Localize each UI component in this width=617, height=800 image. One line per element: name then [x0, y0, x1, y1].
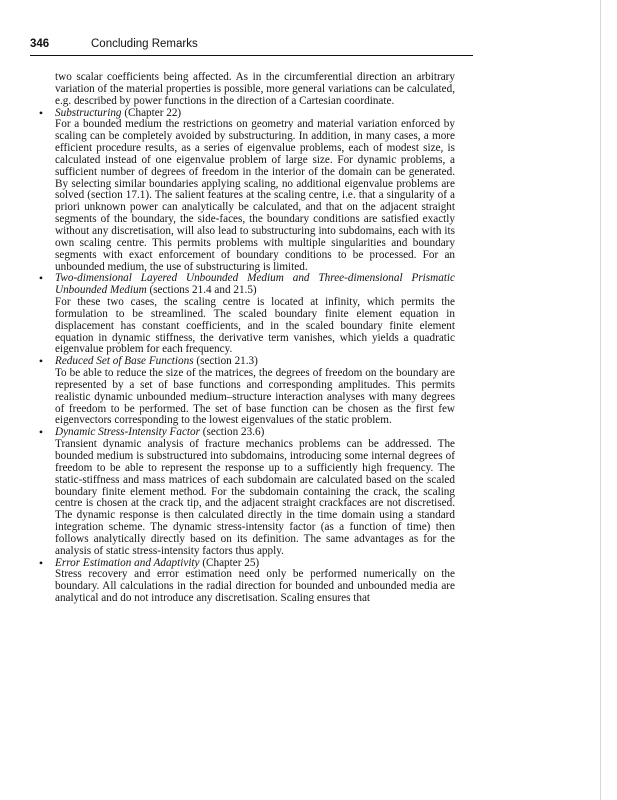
running-title: Concluding Remarks	[91, 38, 198, 50]
page-body	[38, 71, 455, 605]
item-reference: (Chapter 22)	[121, 106, 182, 119]
bullet-item-layered-medium	[38, 271, 455, 356]
bullet-icon: •	[38, 354, 44, 369]
bullet-item-base-functions	[38, 354, 455, 427]
bullet-icon: •	[38, 271, 44, 286]
item-heading	[55, 273, 455, 297]
item-reference: (sections 21.4 and 21.5)	[146, 284, 257, 297]
bullet-icon: •	[38, 105, 44, 120]
item-text: To be able to reduce the size of the matrices, the degrees of freedom on the boundary are represented by a set of base functions and corresponding amplitudes. This permits realistic dynamic unbounded medium–structure interaction analyses with many degrees of freedom to be performed. The set of base function can be chosen as the first few eigenvectors corresponding to the lowest eigenvalues of the static problem.	[55, 367, 455, 427]
bullet-item-substructuring	[38, 105, 455, 274]
item-text: For these two cases, the scaling centre is located at infinity, which permits the formulation to be streamlined. The scaled boundary finite element equation in displacement has constant coefficients, and in the scaled boundary finite element equation in dynamic stiffness, the derivative term vanishes, which yields a quadratic eigenvalue problem for each frequency.	[55, 296, 455, 356]
item-title: Error Estimation and Adaptivity	[55, 556, 200, 569]
item-title: Reduced Set of Base Functions	[55, 355, 194, 368]
header-rule	[30, 55, 473, 56]
item-reference: (Chapter 25)	[199, 556, 260, 569]
item-title: Dynamic Stress-Intensity Factor	[55, 426, 200, 439]
page-edge	[600, 0, 601, 800]
item-title: Substructuring	[55, 106, 122, 119]
item-text: Stress recovery and error estimation need only be performed numerically on the boundary. All calculations in the radial direction for bounded and unbounded media are analytical and do not introduce any discretisation. Scaling ensures that	[55, 568, 455, 605]
intro-paragraph: two scalar coefficients being affected. As in the circumferential direction an arbitrary variation of the material properties is possible, more general variations can be calculated, e.g. described by power functions in the direction of a Cartesian coordinate.	[55, 71, 455, 107]
item-text: For a bounded medium the restrictions on geometry and material variation enforced by scaling can be completely avoided by substructuring. In addition, in many cases, a more efficient procedure results, as a series of eigenvalue problems, each of modest size, is calculated instead of one eigenvalue problem of large size. For dynamic problems, a sufficient number of degrees of freedom in the interior of the domain can be generated. By selecting similar boundaries applying scaling, no additional eigenvalue problems are solved (section 17.1). The salient features at the scaling centre, i.e. that a singularity of a priori unknown power can analytically be calculated, and that on the adjacent straight segments of the boundary, the side-faces, the boundary conditions are satisfied exactly without any discretisation, will also lead to substructuring into subdomains, each with its own scaling centre. This permits problems with multiple singularities and boundary segments with exact enforcement of boundary conditions to be processed. For an unbounded medium, the use of substructuring is limited.	[55, 118, 455, 273]
bullet-item-stress-intensity	[38, 425, 455, 557]
item-reference: (section 23.6)	[200, 426, 265, 439]
running-header	[30, 38, 473, 54]
bullet-item-error-estimation	[38, 555, 455, 605]
item-reference: (section 21.3)	[193, 355, 258, 368]
item-title: Two-dimensional Layered Unbounded Medium and Three-dimensional Prismatic Unbounded Medium	[55, 272, 455, 297]
bullet-icon: •	[38, 555, 44, 570]
page-number: 346	[30, 38, 50, 50]
item-text: Transient dynamic analysis of fracture mechanics problems can be addressed. The bounded medium is substructured into subdomains, introducing some internal degrees of freedom to be able to represent the response up to a sufficiently high frequency. The static-stiffness and mass matrices of each subdomain are calculated based on the scaled boundary finite element method. For the subdomain containing the crack, the scaling centre is chosen at the crack tip, and the adjacent straight crackfaces are not discretised. The dynamic response is then calculated directly in the time domain using a standard integration scheme. The dynamic stress-intensity factor (as a function of time) then follows analytically directly based on its definition. The same advantages as for the analysis of static stress-intensity factors thus apply.	[55, 438, 455, 557]
bullet-icon: •	[38, 425, 44, 440]
